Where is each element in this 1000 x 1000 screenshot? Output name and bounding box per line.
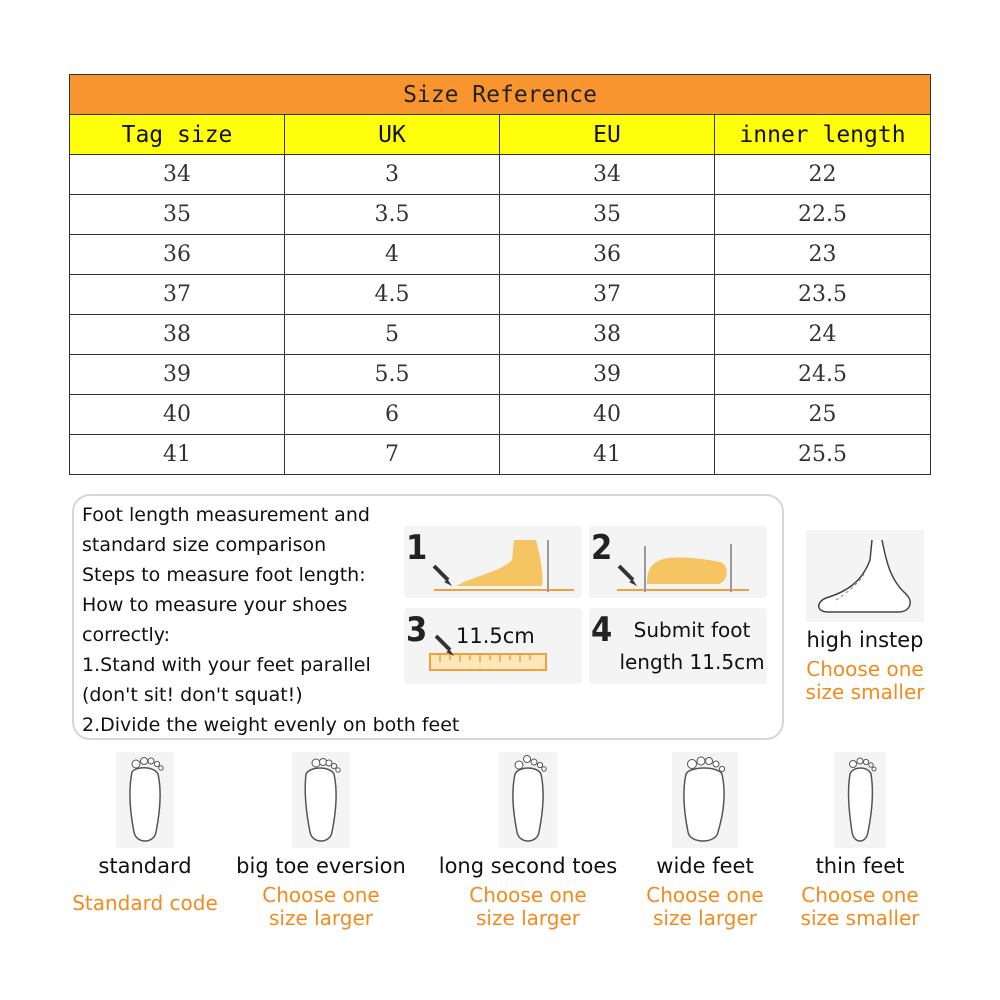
cell-inner-length: 23.5 <box>715 275 931 315</box>
cell-uk: 7 <box>285 435 500 475</box>
table-row <box>70 315 931 355</box>
advice-line: size larger <box>268 906 374 930</box>
table-title: Size Reference <box>70 75 931 115</box>
cell-uk: 3.5 <box>285 195 500 235</box>
header-eu: EU <box>500 115 715 155</box>
cell-eu: 39 <box>500 355 715 395</box>
size-advice <box>228 884 414 930</box>
cell-eu: 40 <box>500 395 715 435</box>
step-number: 1 <box>406 528 428 568</box>
measurement-value: 11.5cm <box>456 624 535 648</box>
cell-tag-size: 37 <box>70 275 285 315</box>
advice-line: size larger <box>652 906 758 930</box>
cell-uk: 5.5 <box>285 355 500 395</box>
cell-uk: 4 <box>285 235 500 275</box>
cell-inner-length: 25.5 <box>715 435 931 475</box>
header-inner-length: inner length <box>715 115 931 155</box>
cell-eu: 37 <box>500 275 715 315</box>
advice-line: Choose one <box>262 883 380 907</box>
foot-type-long-second-toes <box>430 752 626 930</box>
foot-type-thin-feet <box>788 752 932 930</box>
instruction-text <box>82 500 460 740</box>
size-advice <box>788 884 932 930</box>
step-2-card <box>589 526 767 598</box>
advice-line: size larger <box>475 906 581 930</box>
foot-type-name: standard <box>98 854 192 878</box>
table-row <box>70 155 931 195</box>
cell-tag-size: 39 <box>70 355 285 395</box>
table-row <box>70 395 931 435</box>
cell-inner-length: 25 <box>715 395 931 435</box>
cell-tag-size: 34 <box>70 155 285 195</box>
step-3-card <box>404 608 582 684</box>
step-number: 3 <box>406 610 428 650</box>
wide-feet-foot-icon <box>672 752 738 848</box>
step-4-card <box>589 608 767 684</box>
size-advice <box>60 892 230 915</box>
header-uk: UK <box>285 115 500 155</box>
step-number: 2 <box>591 528 613 568</box>
cell-uk: 6 <box>285 395 500 435</box>
instruction-line: (don't sit! don't squat!) <box>82 684 303 706</box>
advice-line: size smaller <box>805 680 925 704</box>
header-tag-size: Tag size <box>70 115 285 155</box>
instruction-line: 1.Stand with your feet parallel <box>82 654 371 676</box>
cell-inner-length: 23 <box>715 235 931 275</box>
advice-line: Choose one <box>806 657 924 681</box>
standard-foot-icon <box>116 752 174 848</box>
cell-eu: 34 <box>500 155 715 195</box>
cell-eu: 35 <box>500 195 715 235</box>
foot-type-big-toe-eversion <box>228 752 414 930</box>
submit-line: Submit foot <box>633 618 751 642</box>
foot-type-high-instep <box>795 530 935 704</box>
cell-inner-length: 24.5 <box>715 355 931 395</box>
advice-line: Choose one <box>801 883 919 907</box>
size-advice <box>795 658 935 704</box>
instruction-line: standard size comparison <box>82 534 327 556</box>
instruction-line: correctly: <box>82 624 171 646</box>
size-reference-table <box>69 74 931 475</box>
foot-type-name: big toe eversion <box>236 854 406 878</box>
cell-uk: 3 <box>285 155 500 195</box>
table-row <box>70 435 931 475</box>
cell-uk: 5 <box>285 315 500 355</box>
submit-instruction <box>607 614 777 678</box>
foot-type-standard <box>60 752 230 915</box>
foot-type-name: high instep <box>806 628 924 652</box>
cell-inner-length: 22 <box>715 155 931 195</box>
big-toe-eversion-foot-icon <box>292 752 350 848</box>
foot-top-measure-illustration <box>589 526 767 598</box>
measurement-instructions-panel <box>72 494 784 740</box>
instruction-line: Steps to measure foot length: <box>82 564 366 586</box>
step-1-card <box>404 526 582 598</box>
advice-line: Choose one <box>469 883 587 907</box>
submit-line: length 11.5cm <box>619 650 765 674</box>
advice-line: Standard code <box>72 891 218 915</box>
cell-tag-size: 35 <box>70 195 285 235</box>
cell-inner-length: 22.5 <box>715 195 931 235</box>
table-row <box>70 355 931 395</box>
thin-feet-foot-icon <box>834 752 886 848</box>
advice-line: size smaller <box>800 906 920 930</box>
table-row <box>70 275 931 315</box>
cell-tag-size: 36 <box>70 235 285 275</box>
size-advice <box>430 884 626 930</box>
instruction-line: 2.Divide the weight evenly on both feet <box>82 714 460 736</box>
high-instep-foot-icon <box>806 530 924 622</box>
cell-uk: 4.5 <box>285 275 500 315</box>
foot-type-wide-feet <box>630 752 780 930</box>
foot-type-name: thin feet <box>815 854 905 878</box>
cell-eu: 41 <box>500 435 715 475</box>
cell-tag-size: 41 <box>70 435 285 475</box>
cell-inner-length: 24 <box>715 315 931 355</box>
cell-eu: 38 <box>500 315 715 355</box>
instruction-line: How to measure your shoes <box>82 594 348 616</box>
foot-side-measure-illustration <box>404 526 582 598</box>
cell-tag-size: 40 <box>70 395 285 435</box>
foot-type-name: wide feet <box>656 854 754 878</box>
size-advice <box>630 884 780 930</box>
advice-line: Choose one <box>646 883 764 907</box>
table-row <box>70 195 931 235</box>
long-second-toes-foot-icon <box>499 752 557 848</box>
instruction-line: Foot length measurement and <box>82 504 370 526</box>
cell-tag-size: 38 <box>70 315 285 355</box>
cell-eu: 36 <box>500 235 715 275</box>
step-number: 4 <box>591 610 613 650</box>
foot-type-name: long second toes <box>438 854 618 878</box>
table-row <box>70 235 931 275</box>
